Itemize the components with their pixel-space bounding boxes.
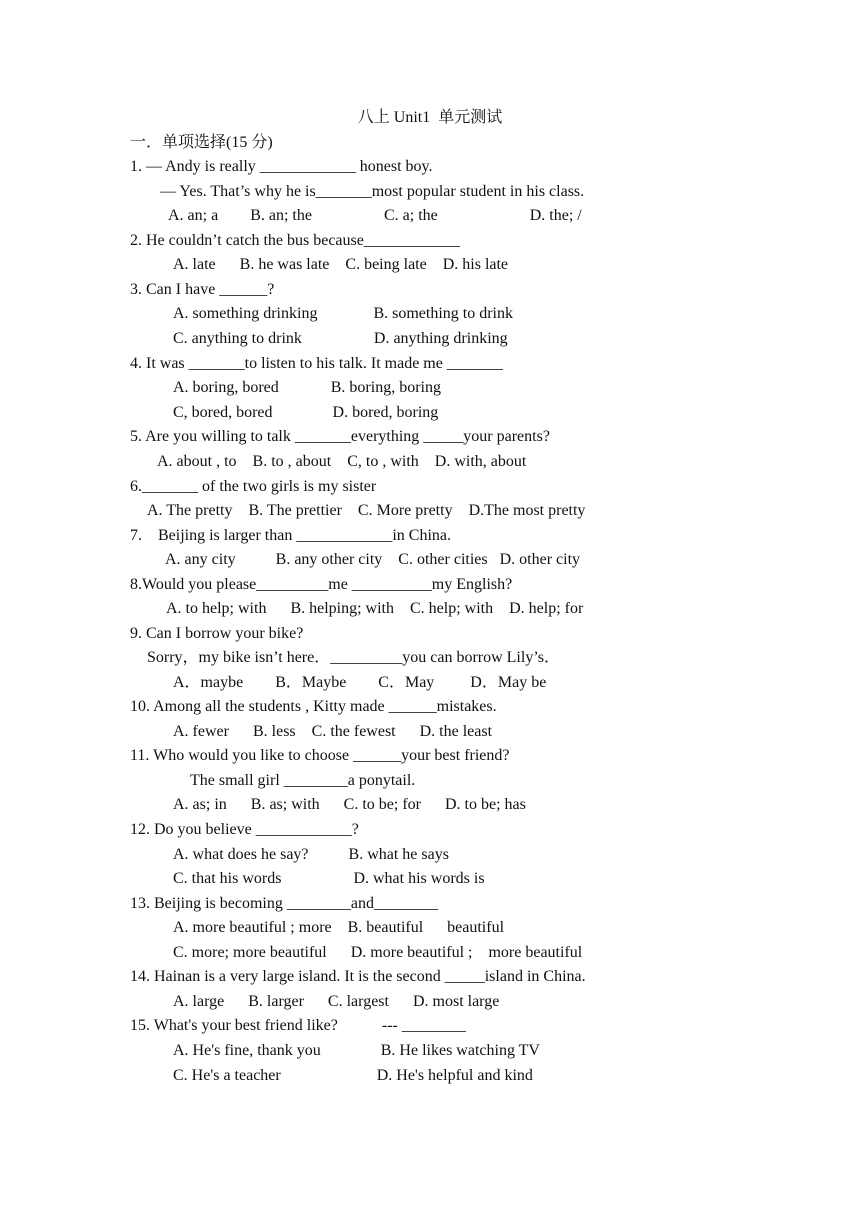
question-4-options-cd: C, bored, bored D. bored, boring xyxy=(173,404,439,421)
question-7-options: A. any city B. any other city C. other cities D. other city xyxy=(165,551,581,568)
question-1-options: A. an; a B. an; the C. a; the D. the; / xyxy=(168,207,582,224)
question-10: 10. Among all the students , Kitty made ______mistakes. xyxy=(130,698,497,715)
question-11: 11. Who would you like to choose ______your best friend? xyxy=(130,747,510,764)
question-15-options-ab: A. He's fine, thank you B. He likes watching TV xyxy=(173,1042,540,1059)
page-title: 八上 Unit1 单元测试 xyxy=(357,109,503,126)
question-12-options-ab: A. what does he say? B. what he says xyxy=(173,846,449,863)
question-11-options: A. as; in B. as; with C. to be; for D. to be; has xyxy=(173,796,526,813)
question-3-options-ab: A. something drinking B. something to drink xyxy=(173,305,513,322)
question-13: 13. Beijing is becoming ________and________ xyxy=(130,895,438,912)
question-13-options-cd: C. more; more beautiful D. more beautiful ; more beautiful xyxy=(173,944,583,961)
section-heading: 一．单项选择(15 分) xyxy=(130,134,273,151)
question-2: 2. He couldn’t catch the bus because____________ xyxy=(130,232,460,249)
question-14: 14. Hainan is a very large island. It is the second _____island in China. xyxy=(130,968,586,985)
question-15: 15. What's your best friend like? --- ________ xyxy=(130,1017,466,1034)
question-1: 1. — Andy is really ____________ honest boy. xyxy=(130,158,433,175)
question-6: 6._______ of the two girls is my sister xyxy=(130,478,377,495)
question-3-options-cd: C. anything to drink D. anything drinking xyxy=(173,330,508,347)
question-6-options: A. The pretty B. The prettier C. More pretty D.The most pretty xyxy=(147,502,586,519)
question-15-options-cd: C. He's a teacher D. He's helpful and kind xyxy=(173,1067,533,1084)
question-9-reply: Sorry，my bike isn’t here．_________you can borrow Lily’s． xyxy=(147,649,560,666)
question-1-reply: — Yes. That’s why he is_______most popular student in his class. xyxy=(160,183,585,200)
question-9: 9. Can I borrow your bike? xyxy=(130,625,304,642)
question-7: 7. Beijing is larger than ____________in China. xyxy=(130,527,452,544)
question-10-options: A. fewer B. less C. the fewest D. the least xyxy=(173,723,493,740)
question-11-reply: The small girl ________a ponytail. xyxy=(190,772,416,789)
question-2-options: A. late B. he was late C. being late D. his late xyxy=(173,256,509,273)
question-4-options-ab: A. boring, bored B. boring, boring xyxy=(173,379,441,396)
question-5-options: A. about , to B. to , about C, to , with D. with, about xyxy=(157,453,527,470)
question-9-options: A．maybe B．Maybe C．May D．May be xyxy=(173,674,547,691)
question-3: 3. Can I have ______? xyxy=(130,281,275,298)
question-14-options: A. large B. larger C. largest D. most large xyxy=(173,993,500,1010)
question-5: 5. Are you willing to talk _______everything _____your parents? xyxy=(130,428,550,445)
question-4: 4. It was _______to listen to his talk. It made me _______ xyxy=(130,355,503,372)
question-13-options-ab: A. more beautiful ; more B. beautiful beautiful xyxy=(173,919,505,936)
question-8-options: A. to help; with B. helping; with C. help; with D. help; for xyxy=(166,600,584,617)
question-12-options-cd: C. that his words D. what his words is xyxy=(173,870,485,887)
question-12: 12. Do you believe ____________? xyxy=(130,821,359,838)
question-8: 8.Would you please_________me __________my English? xyxy=(130,576,513,593)
